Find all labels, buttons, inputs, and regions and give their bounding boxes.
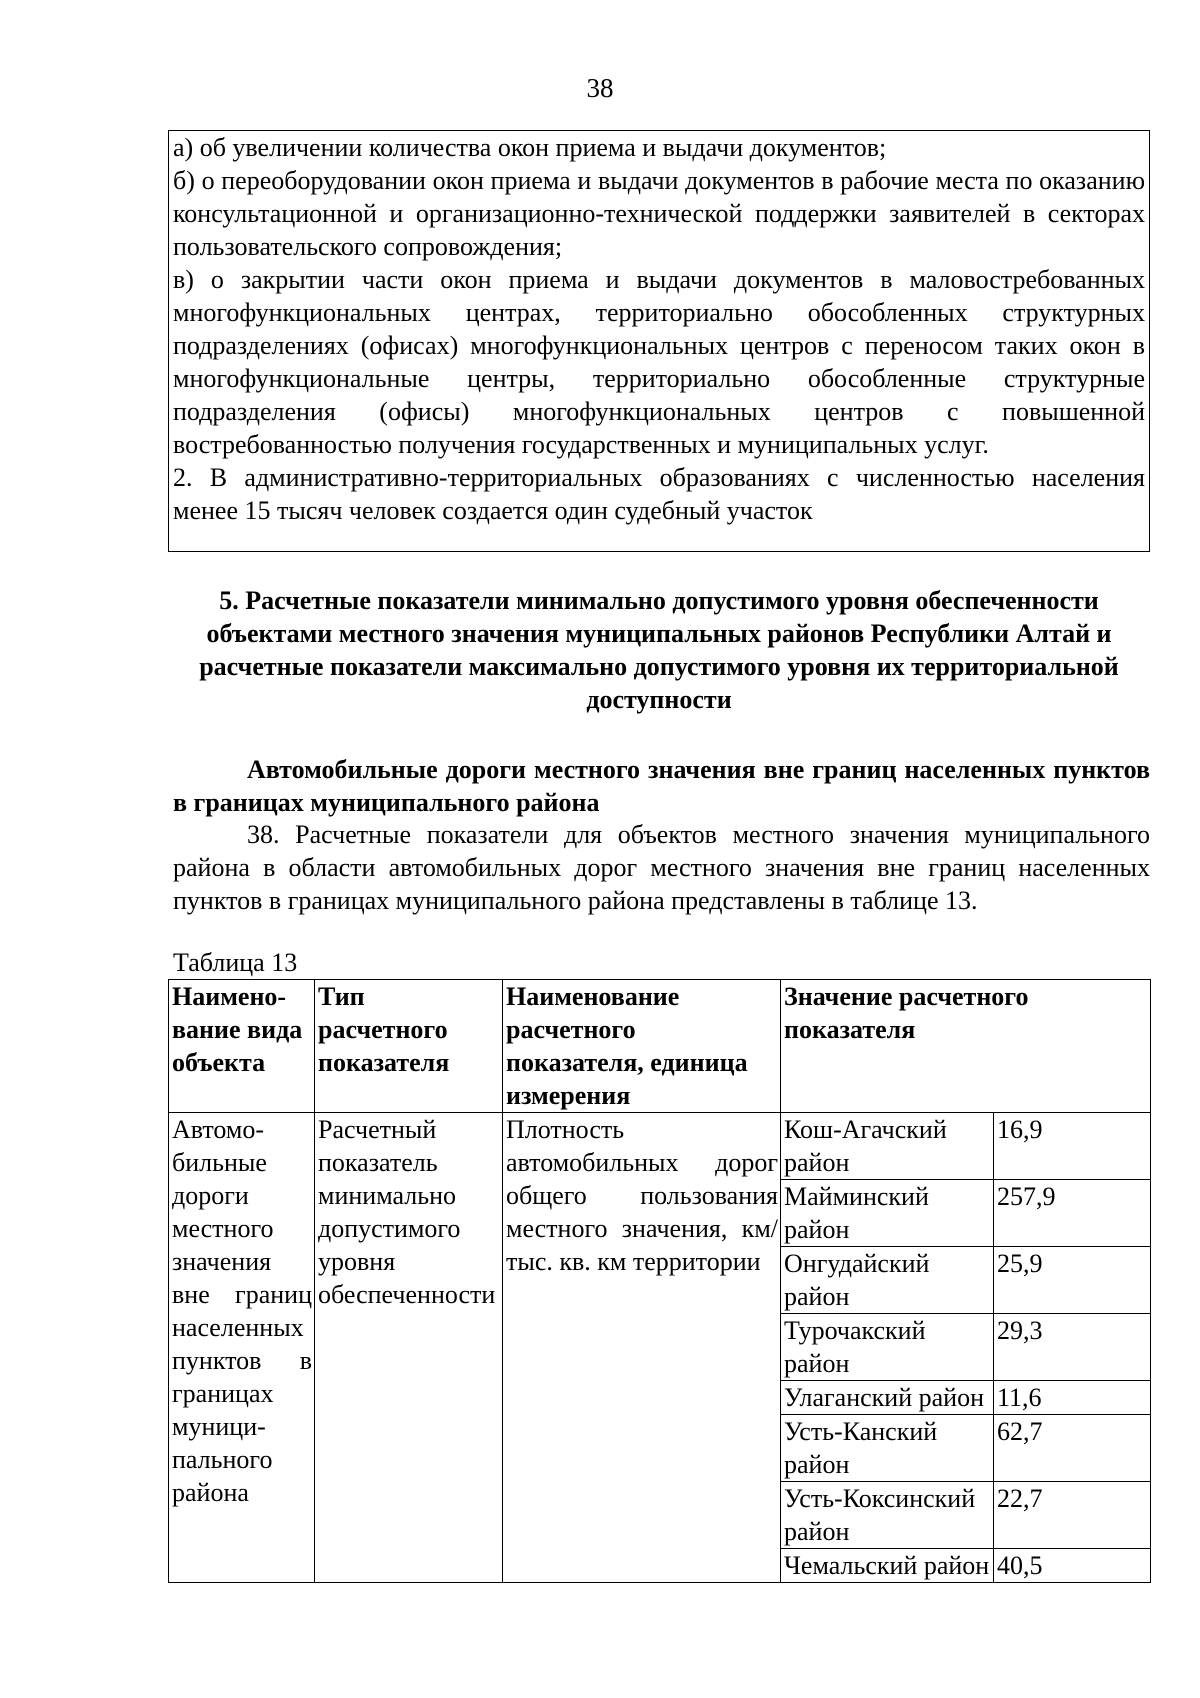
district-name: Турочакский район	[781, 1314, 994, 1381]
box-item-a: а) об увеличении количества окон приема и выдачи документов;	[173, 133, 887, 162]
table-row	[169, 1113, 1151, 1180]
district-value: 16,9	[994, 1113, 1151, 1180]
indicator-table	[168, 979, 1151, 1583]
district-value: 257,9	[994, 1180, 1151, 1247]
district-name: Майминский район	[781, 1180, 994, 1247]
district-value: 40,5	[994, 1549, 1151, 1583]
cell-indicator-name: Плотность автомобильных дорог общего пользования местного значения, км/тыс. кв. км территории	[503, 1113, 781, 1583]
cell-object-type: Автомо-бильные дороги местного значения вне границ населенных пунктов в границах муници-пального района	[169, 1113, 315, 1583]
cell-indicator-type: Расчетный показатель минимально допустимого уровня обеспеченности	[315, 1113, 503, 1583]
regulation-box	[168, 130, 1150, 552]
district-name: Чемальский район	[781, 1549, 994, 1583]
district-name: Усть-Канский район	[781, 1415, 994, 1482]
section-heading: 5. Расчетные показатели минимально допустимого уровня обеспеченности объектами местного значения муниципальных районов Республики Алтай и расчетные показатели максимально допустимого уровня их территориальной доступности	[199, 586, 1119, 714]
table-header-row	[169, 980, 1151, 1113]
district-name: Онгудайский район	[781, 1247, 994, 1314]
box-item-b: б) о переоборудовании окон приема и выдачи документов в рабочие места по оказанию консультационной и организационно-технической поддержки заявителей в секторах пользовательского сопровождения;	[173, 166, 1145, 261]
district-value: 22,7	[994, 1482, 1151, 1549]
box-item-v: в) о закрытии части окон приема и выдачи документов в маловостребованных многофункциональных центрах, территориально обособленных структурных подразделениях (офисах) многофункциональных центров с переносом таких окон в многофункциональные центры, территориально обособленные структурные подразделения (офисы) многофункциональных центров с повышенной востребованностью получения государственных и муниципальных услуг.	[173, 265, 1145, 459]
district-value: 11,6	[994, 1381, 1151, 1415]
header-indicator-name: Наименование расчетного показателя, единица измерения	[503, 980, 781, 1113]
district-name: Усть-Коксинский район	[781, 1482, 994, 1549]
district-value: 62,7	[994, 1415, 1151, 1482]
district-value: 25,9	[994, 1247, 1151, 1314]
header-indicator-type: Тип расчетного показателя	[315, 980, 503, 1113]
section-paragraph: 38. Расчетные показатели для объектов местного значения муниципального района в области автомобильных дорог местного значения вне границ населенных пунктов в границах муниципального района представлены в таблице 13.	[173, 820, 1150, 915]
header-value: Значение расчетного показателя	[781, 980, 1151, 1113]
box-item-2: 2. В административно-территориальных образованиях с численностью населения менее 15 тысяч человек создается один судебный участок	[173, 463, 1145, 525]
district-name: Улаганский район	[781, 1381, 994, 1415]
district-name: Кош-Агачский район	[781, 1113, 994, 1180]
header-object-type: Наимено-вание вида объекта	[169, 980, 315, 1113]
page-number: 38	[586, 73, 614, 103]
district-value: 29,3	[994, 1314, 1151, 1381]
table-caption: Таблица 13	[173, 948, 298, 977]
section-subheading: Автомобильные дороги местного значения вне границ населенных пунктов в границах муниципального района	[173, 755, 1150, 817]
